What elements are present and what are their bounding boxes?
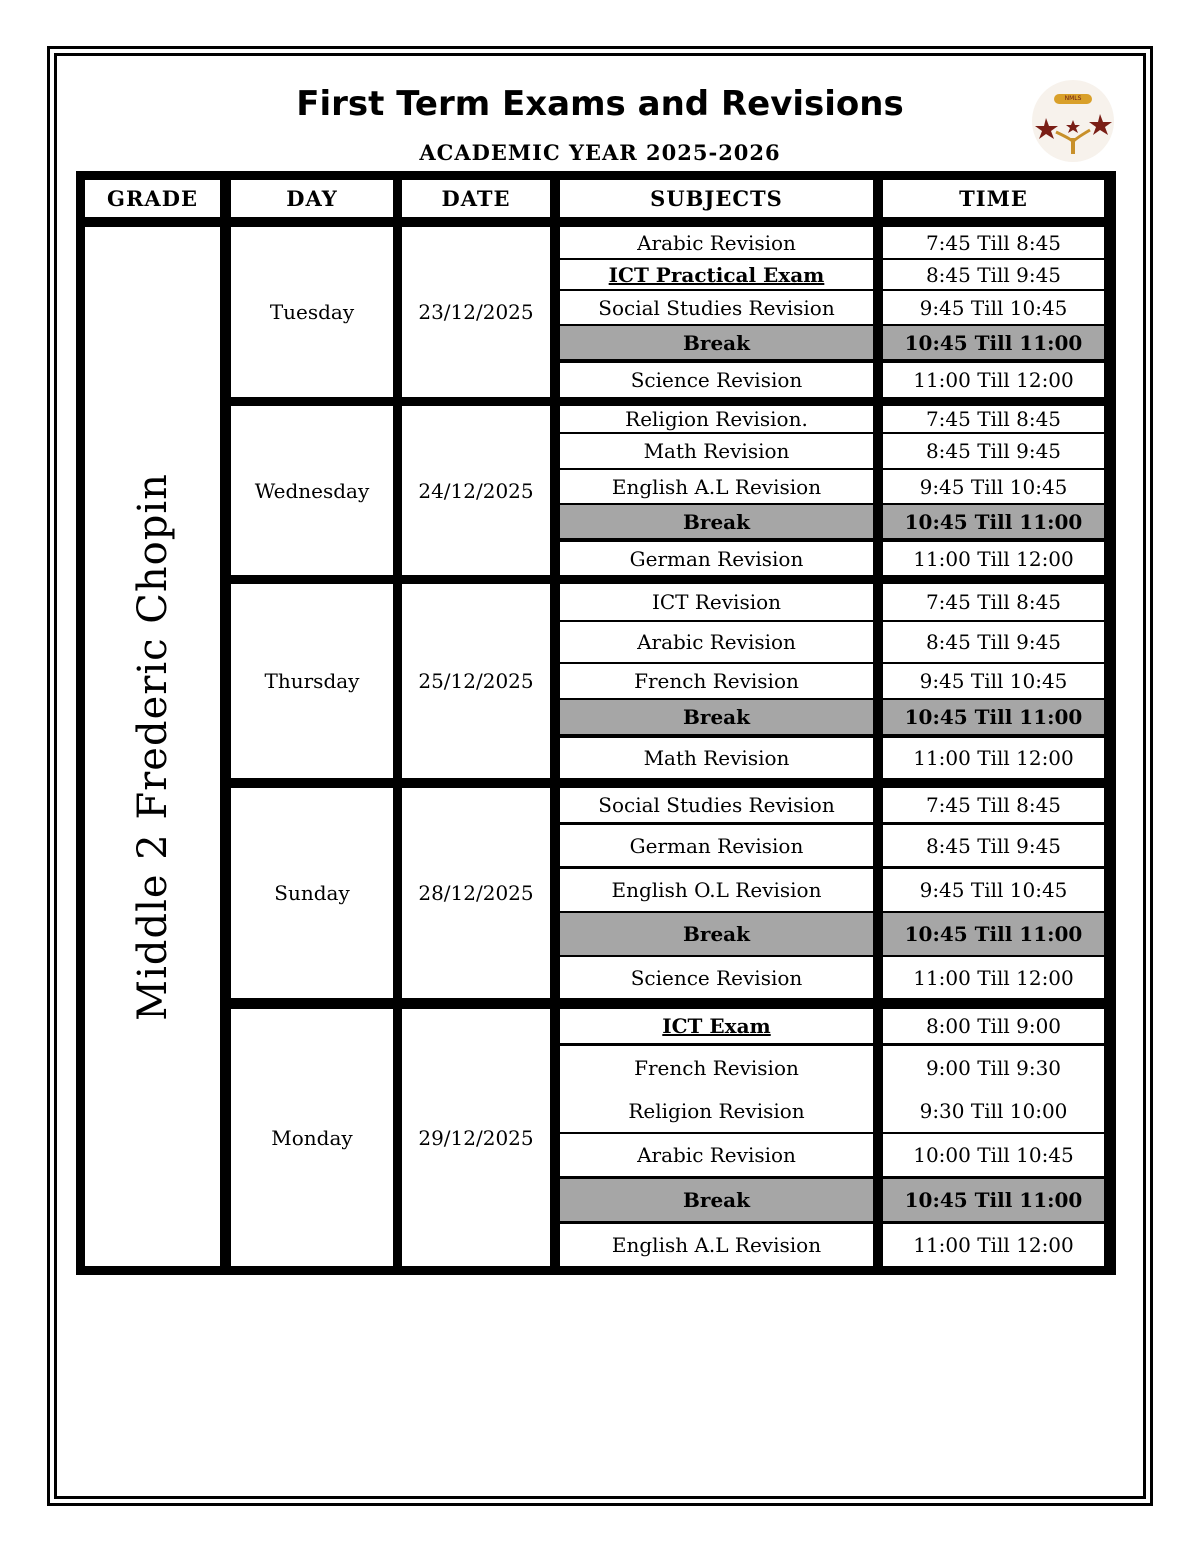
time-cell-break: 10:45 Till 11:00 — [883, 326, 1104, 359]
header-time: TIME — [883, 180, 1104, 217]
time-cell: 11:00 Till 12:00 — [883, 1224, 1104, 1266]
subject-cell-exam: ICT Practical Exam — [560, 260, 873, 289]
subject-cell: Math Revision — [560, 434, 873, 468]
day-cell: Thursday — [231, 584, 393, 778]
page-title: First Term Exams and Revisions — [296, 84, 904, 124]
date-cell: 29/12/2025 — [402, 1009, 550, 1266]
time-cell: 9:45 Till 10:45 — [883, 470, 1104, 503]
subject-cell: Arabic Revision — [560, 227, 873, 258]
subject-cell: English A.L Revision — [560, 470, 873, 503]
subject-cell: Science Revision — [560, 957, 873, 998]
logo-badge-text: NMLS — [1064, 95, 1082, 102]
academic-year: ACADEMIC YEAR 2025-2026 — [419, 140, 781, 165]
subject-cell: Religion Revision — [628, 1098, 805, 1123]
time-cell: 7:45 Till 8:45 — [883, 788, 1104, 822]
subject-cell-break: Break — [560, 913, 873, 955]
subject-cell: German Revision — [560, 825, 873, 866]
exam-schedule-table — [76, 171, 1116, 1275]
header-subjects: SUBJECTS — [560, 180, 873, 217]
time-cell: 8:45 Till 9:45 — [883, 434, 1104, 468]
date-cell: 28/12/2025 — [402, 788, 550, 998]
subject-cell: French Revision — [634, 1055, 799, 1080]
day-cell: Monday — [231, 1009, 393, 1266]
time-pair-block — [883, 1046, 1104, 1132]
time-cell: 7:45 Till 8:45 — [883, 227, 1104, 258]
time-cell: 9:00 Till 9:30 — [925, 1055, 1062, 1080]
time-cell: 9:45 Till 10:45 — [883, 664, 1104, 698]
subject-cell: ICT Revision — [560, 584, 873, 620]
day-cell: Sunday — [231, 788, 393, 998]
subject-cell: English A.L Revision — [560, 1224, 873, 1266]
header-grade: GRADE — [85, 180, 220, 217]
subject-cell: Arabic Revision — [560, 1134, 873, 1176]
school-logo — [1032, 80, 1114, 162]
subject-cell: Religion Revision. — [560, 406, 873, 432]
subject-cell-break: Break — [560, 326, 873, 359]
time-cell: 9:45 Till 10:45 — [883, 869, 1104, 911]
time-cell: 11:00 Till 12:00 — [883, 363, 1104, 397]
date-cell: 23/12/2025 — [402, 227, 550, 397]
header-day: DAY — [231, 180, 393, 217]
date-cell: 24/12/2025 — [402, 406, 550, 575]
time-cell-break: 10:45 Till 11:00 — [883, 1179, 1104, 1221]
subject-cell: Arabic Revision — [560, 622, 873, 662]
time-cell: 11:00 Till 12:00 — [883, 957, 1104, 998]
date-cell: 25/12/2025 — [402, 584, 550, 778]
subject-cell-break: Break — [560, 700, 873, 734]
subject-cell: German Revision — [560, 542, 873, 575]
time-cell: 7:45 Till 8:45 — [883, 406, 1104, 432]
time-cell-break: 10:45 Till 11:00 — [883, 700, 1104, 734]
time-cell: 8:00 Till 9:00 — [883, 1009, 1104, 1043]
time-cell: 8:45 Till 9:45 — [883, 622, 1104, 662]
time-cell-break: 10:45 Till 11:00 — [883, 505, 1104, 538]
time-cell: 9:30 Till 10:00 — [919, 1098, 1068, 1123]
time-cell: 7:45 Till 8:45 — [883, 584, 1104, 620]
header-date: DATE — [402, 180, 550, 217]
subject-cell: English O.L Revision — [560, 869, 873, 911]
time-cell-break: 10:45 Till 11:00 — [883, 913, 1104, 955]
subject-cell-break: Break — [560, 505, 873, 538]
time-cell: 8:45 Till 9:45 — [883, 260, 1104, 289]
logo-emblem-icon — [1032, 80, 1114, 162]
subject-cell: Math Revision — [560, 738, 873, 778]
time-cell: 9:45 Till 10:45 — [883, 291, 1104, 324]
subject-cell-exam: ICT Exam — [560, 1009, 873, 1043]
grade-cell — [85, 227, 220, 1266]
subject-cell: Science Revision — [560, 363, 873, 397]
day-cell: Wednesday — [231, 406, 393, 575]
time-cell: 10:00 Till 10:45 — [883, 1134, 1104, 1176]
subject-cell: French Revision — [560, 664, 873, 698]
subject-pair-block — [560, 1046, 873, 1132]
day-cell: Tuesday — [231, 227, 393, 397]
time-cell: 11:00 Till 12:00 — [883, 542, 1104, 575]
grade-name: Middle 2 Frederic Chopin — [129, 472, 176, 1021]
subject-cell: Social Studies Revision — [560, 291, 873, 324]
subject-cell: Social Studies Revision — [560, 788, 873, 822]
time-cell: 11:00 Till 12:00 — [883, 738, 1104, 778]
subject-cell-break: Break — [560, 1179, 873, 1221]
time-cell: 8:45 Till 9:45 — [883, 825, 1104, 866]
